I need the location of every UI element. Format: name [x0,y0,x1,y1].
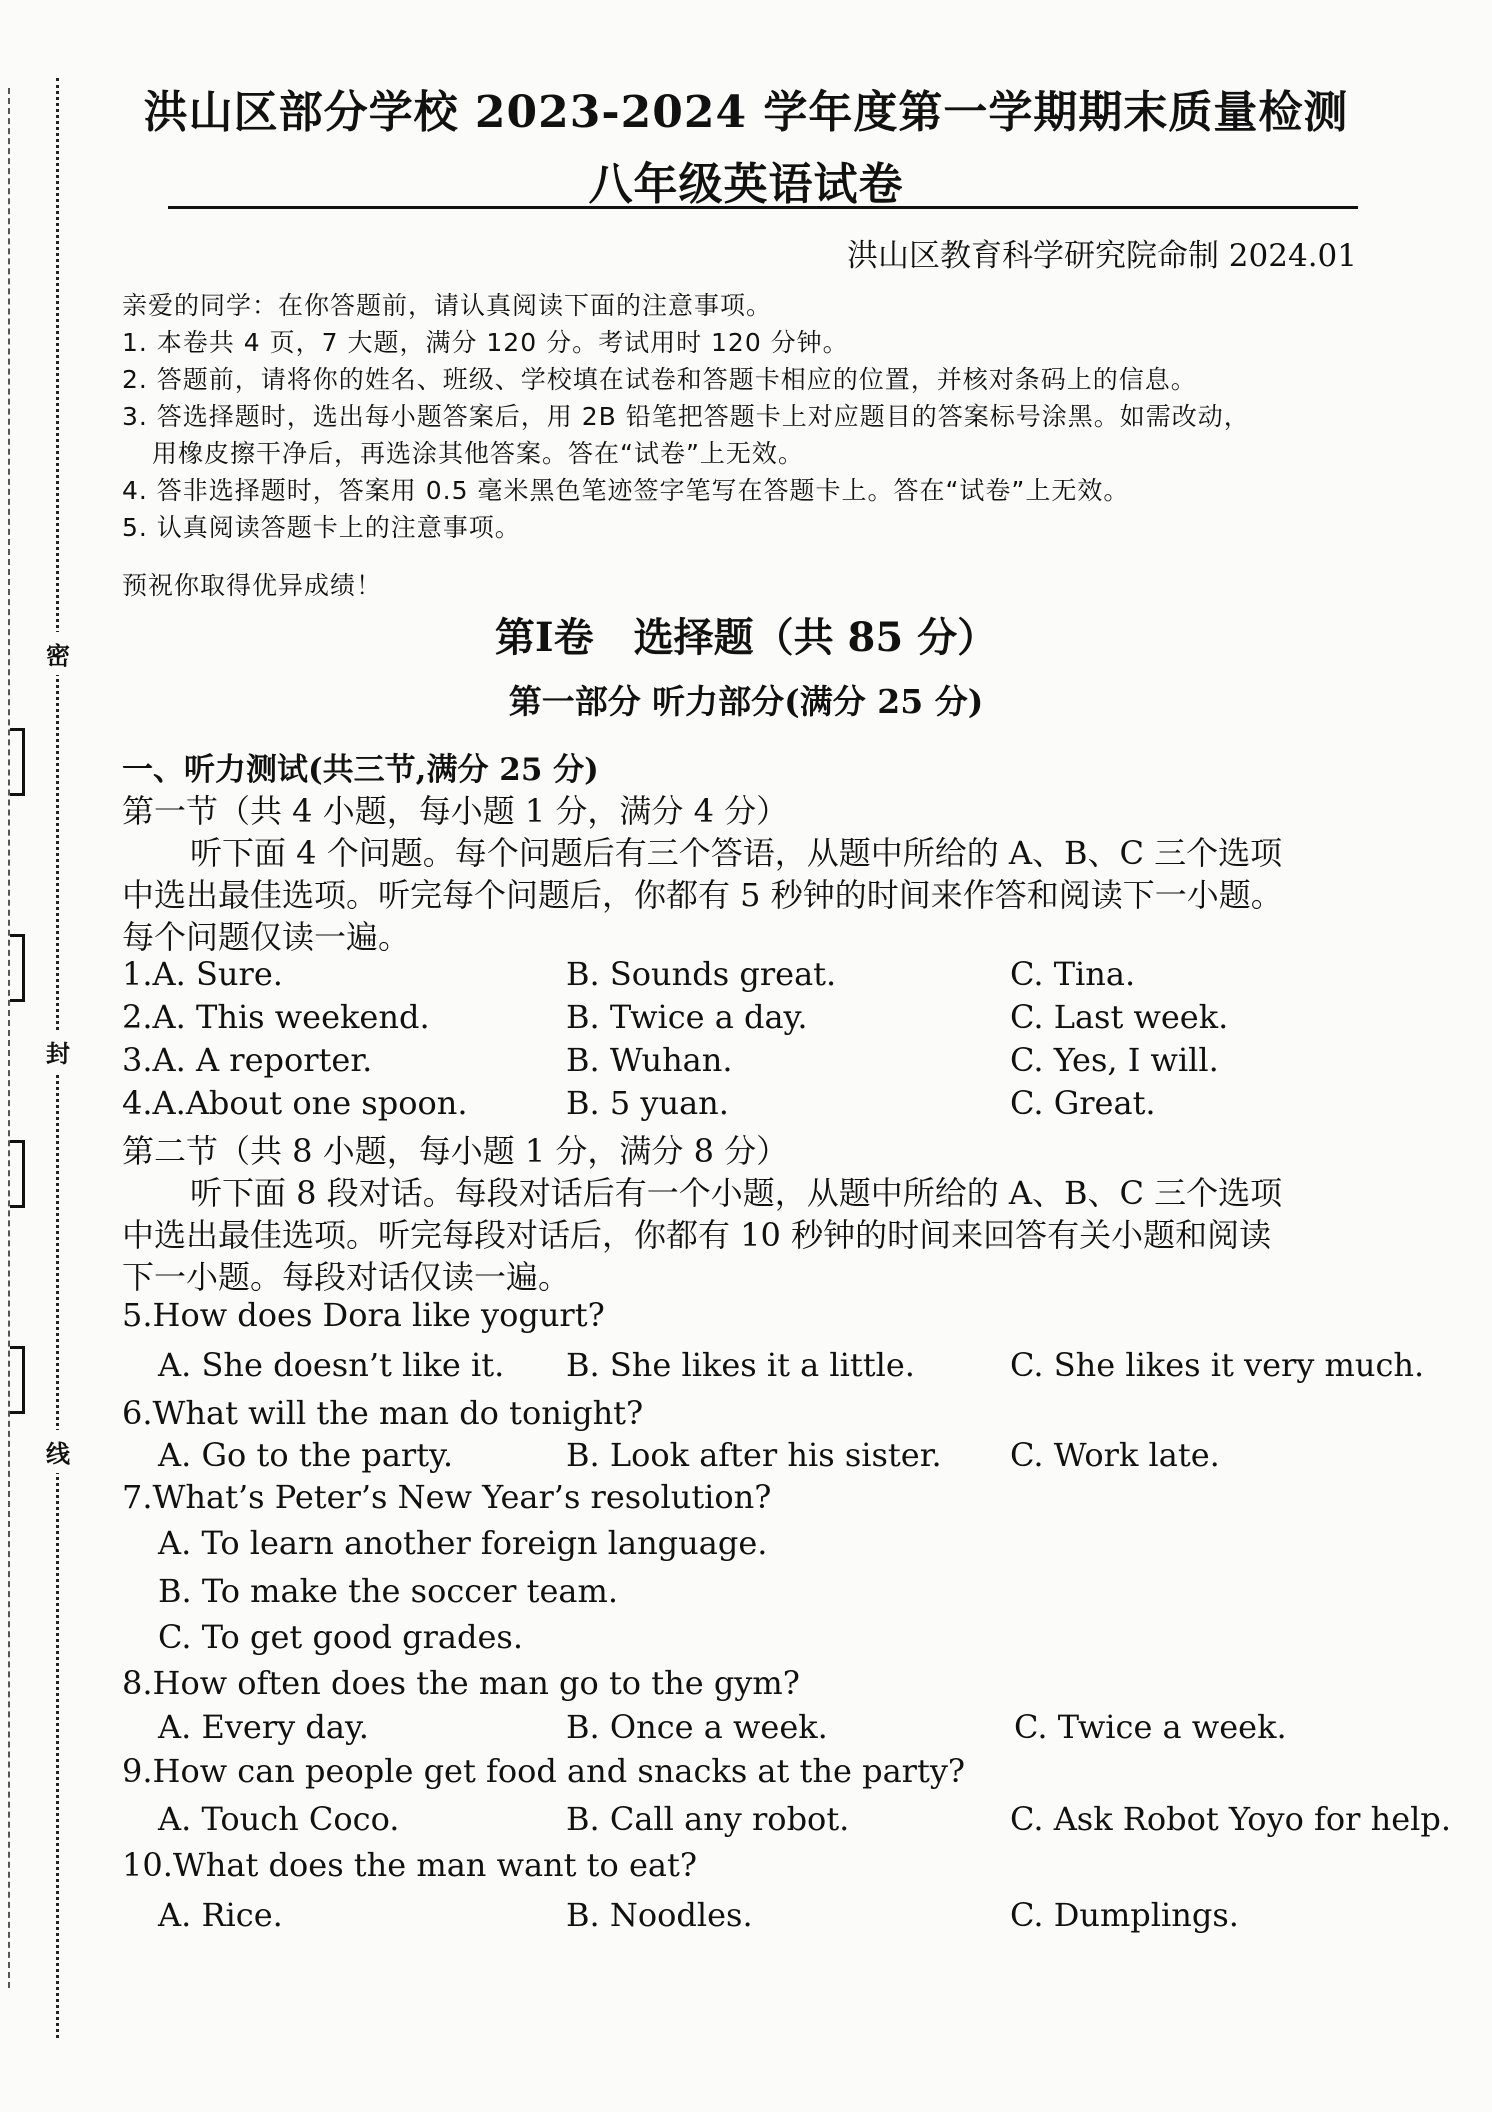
option-c: C. Twice a week. [1014,1708,1287,1746]
option-c: C. Yes, I will. [1010,1041,1219,1079]
option-c: C. Dumplings. [1010,1896,1239,1934]
option-c: C. To get good grades. [158,1618,523,1656]
option-c: C. She likes it very much. [1010,1346,1425,1384]
instruction-line: 听下面 8 段对话。每段对话后有一个小题，从题中所给的 A、B、C 三个选项 [190,1174,1283,1212]
binding-mark-xian: 线 [46,1430,70,1473]
binding-bracket [10,728,25,796]
exam-maker: 洪山区教育科学研究院命制 2024.01 [846,238,1357,274]
question-stem: 6.What will the man do tonight? [122,1394,644,1432]
option-a: 1.A. Sure. [122,955,283,993]
binding-bracket [10,1346,25,1414]
instruction-line: 中选出最佳选项。听完每段对话后，你都有 10 秒钟的时间来回答有关小题和阅读 [122,1216,1272,1254]
option-a: 2.A. This weekend. [122,998,430,1036]
option-b: B. 5 yuan. [566,1084,729,1122]
notice-wish: 预祝你取得优异成绩！ [122,571,383,600]
option-b: B. She likes it a little. [566,1346,915,1384]
exam-title: 洪山区部分学校 2023-2024 学年度第一学期期末质量检测 [143,87,1349,138]
option-b: B. Call any robot. [566,1800,850,1838]
binding-edge-ticks [8,88,10,1988]
question-stem: 10.What does the man want to eat? [122,1846,697,1884]
notice-item: 5. 认真阅读答题卡上的注意事项。 [122,513,521,542]
instruction-line: 听下面 4 个问题。每个问题后有三个答语，从题中所给的 A、B、C 三个选项 [190,834,1283,872]
binding-bracket [10,1140,25,1208]
section-heading: 一、听力测试(共三节,满分 25 分) [122,752,599,788]
option-b: B. Wuhan. [566,1041,733,1079]
instruction-line: 每个问题仅读一遍。 [122,918,411,956]
sub-heading: 第一节（共 4 小题，每小题 1 分，满分 4 分） [122,792,789,830]
binding-mark-feng: 封 [46,1030,70,1073]
volume-title: 第Ⅰ卷 选择题（共 85 分） [494,614,998,661]
option-c: C. Ask Robot Yoyo for help. [1010,1800,1452,1838]
option-b: B. Sounds great. [566,955,837,993]
option-c: C. Great. [1010,1084,1156,1122]
option-c: C. Tina. [1010,955,1136,993]
question-stem: 7.What’s Peter’s New Year’s resolution? [122,1478,772,1516]
option-b: B. To make the soccer team. [158,1572,618,1610]
notice-greeting: 亲爱的同学：在你答题前，请认真阅读下面的注意事项。 [122,291,773,320]
option-a: A. She doesn’t like it. [158,1346,505,1384]
question-stem: 5.How does Dora like yogurt? [122,1296,605,1334]
option-a: 3.A. A reporter. [122,1041,373,1079]
option-b: B. Once a week. [566,1708,828,1746]
instruction-line: 中选出最佳选项。听完每个问题后，你都有 5 秒钟的时间来作答和阅读下一小题。 [122,876,1283,914]
option-a: 4.A.About one spoon. [122,1084,468,1122]
option-b: B. Look after his sister. [566,1436,942,1474]
option-a: A. Go to the party. [158,1436,454,1474]
sub-heading: 第二节（共 8 小题，每小题 1 分，满分 8 分） [122,1132,789,1170]
option-a: A. Rice. [158,1896,283,1934]
notice-item: 3. 答选择题时，选出每小题答案后，用 2B 铅笔把答题卡上对应题目的答案标号涂黑。如需改动， [122,402,1250,431]
option-b: B. Twice a day. [566,998,808,1036]
option-a: A. To learn another foreign language. [158,1524,768,1562]
option-c: C. Last week. [1010,998,1229,1036]
part-title: 第一部分 听力部分(满分 25 分) [508,682,984,721]
notice-item: 4. 答非选择题时，答案用 0.5 毫米黑色笔迹签字笔写在答题卡上。答在“试卷”上无效。 [122,476,1130,505]
notice-item: 用橡皮擦干净后，再选涂其他答案。答在“试卷”上无效。 [152,439,804,468]
binding-bracket [10,934,25,1002]
instruction-line: 下一小题。每段对话仅读一遍。 [122,1258,571,1296]
exam-subtitle: 八年级英语试卷 [588,159,904,210]
question-stem: 8.How often does the man go to the gym? [122,1664,800,1702]
question-stem: 9.How can people get food and snacks at the party? [122,1752,966,1790]
option-b: B. Noodles. [566,1896,753,1934]
binding-mark-mi: 密 [46,632,70,675]
notice-item: 1. 本卷共 4 页，7 大题，满分 120 分。考试用时 120 分钟。 [122,328,849,357]
option-a: A. Every day. [158,1708,369,1746]
option-c: C. Work late. [1010,1436,1220,1474]
notice-item: 2. 答题前，请将你的姓名、班级、学校填在试卷和答题卡相应的位置，并核对条码上的信息。 [122,365,1197,394]
title-rule [168,206,1358,209]
option-a: A. Touch Coco. [158,1800,400,1838]
